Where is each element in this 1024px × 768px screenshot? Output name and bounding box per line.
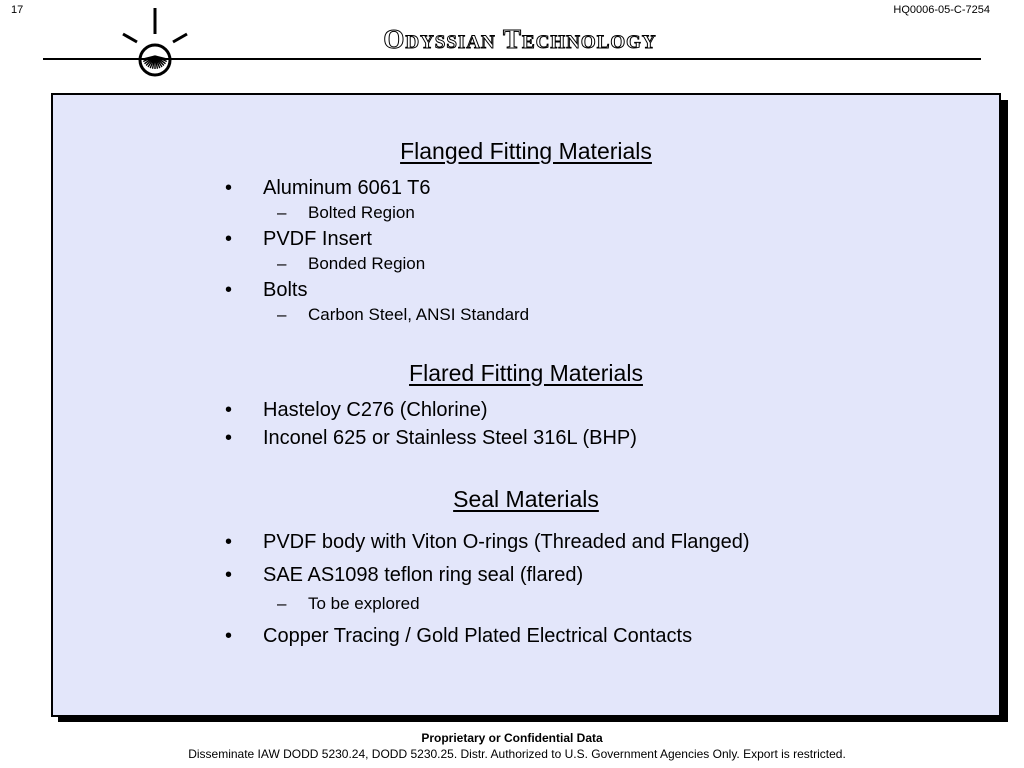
bullet-mark: • — [225, 625, 233, 647]
bullet-mark: • — [225, 228, 233, 250]
sub-list-item-text: Carbon Steel, ANSI Standard — [308, 305, 530, 324]
bullet-mark: • — [225, 177, 233, 199]
sub-list-item-text: To be explored — [308, 594, 420, 613]
sunrise-logo-icon — [115, 6, 195, 78]
list-item-text: PVDF Insert — [263, 228, 372, 250]
document-id: HQ0006-05-C-7254 — [893, 4, 990, 16]
dash-mark: – — [277, 594, 287, 613]
content-panel — [51, 93, 1001, 717]
dash-mark: – — [277, 203, 287, 222]
dash-mark: – — [277, 305, 287, 324]
bullet-mark: • — [225, 399, 233, 421]
footer-confidential-notice: Proprietary or Confidential Data — [421, 731, 603, 745]
footer-distribution-notice: Disseminate IAW DODD 5230.24, DODD 5230.25. Distr. Authorized to U.S. Government Agencies Only. Export is restricted. — [188, 747, 846, 761]
list-item-text: PVDF body with Viton O-rings (Threaded and Flanged) — [263, 531, 750, 553]
list-item-text: Aluminum 6061 T6 — [263, 177, 431, 199]
list-item-text: SAE AS1098 teflon ring seal (flared) — [263, 564, 584, 586]
section-title-seal: Seal Materials — [453, 486, 599, 512]
sub-list-item-text: Bonded Region — [308, 254, 426, 273]
bullet-mark: • — [225, 531, 233, 553]
bullet-mark: • — [225, 564, 233, 586]
slide-number: 17 — [11, 4, 24, 16]
section-title-flanged: Flanged Fitting Materials — [400, 138, 652, 164]
bullet-mark: • — [225, 427, 233, 449]
sub-list-item-text: Bolted Region — [308, 203, 415, 222]
list-item-text: Bolts — [263, 279, 308, 301]
list-item-text: Inconel 625 or Stainless Steel 316L (BHP) — [263, 427, 637, 449]
header-rule — [43, 58, 981, 60]
bullet-mark: • — [225, 279, 233, 301]
company-name: Odyssian Technology — [383, 24, 657, 54]
list-item-text: Copper Tracing / Gold Plated Electrical Contacts — [263, 625, 693, 647]
dash-mark: – — [277, 254, 287, 273]
list-item-text: Hasteloy C276 (Chlorine) — [263, 399, 488, 421]
section-title-flared: Flared Fitting Materials — [409, 360, 643, 386]
